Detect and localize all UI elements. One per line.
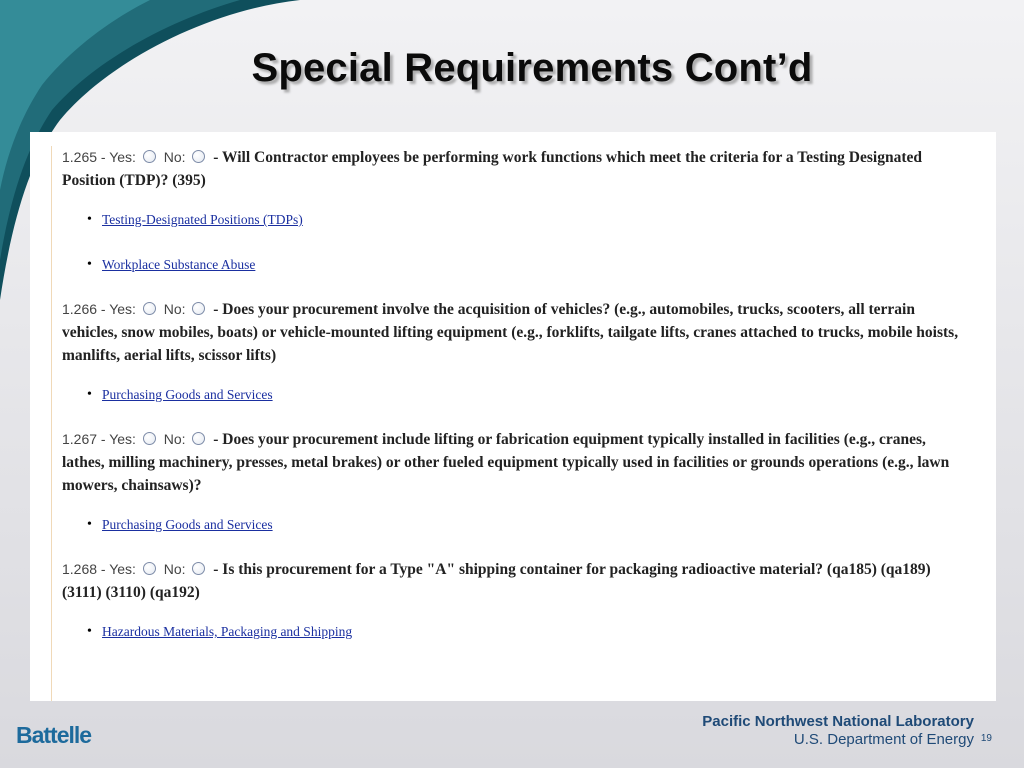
question-1-267 xyxy=(62,428,962,497)
form-screenshot xyxy=(30,132,996,701)
questions-list xyxy=(62,146,962,665)
list-item xyxy=(102,383,962,406)
reference-links xyxy=(62,620,962,643)
link-testing-designated-positions[interactable]: Testing-Designated Positions (TDPs) xyxy=(102,212,303,227)
question-text: - Will Contractor employees be performing work functions which meet the criteria for a Testing Designated Position (TDP)? (395) xyxy=(62,149,923,189)
question-number: 1.267 - Yes: xyxy=(62,431,136,447)
link-purchasing-goods-and-services[interactable]: Purchasing Goods and Services xyxy=(102,517,273,532)
list-item xyxy=(102,208,962,231)
yes-radio[interactable] xyxy=(143,302,156,315)
question-text: - Does your procurement include lifting or fabrication equipment typically installed in facilities (e.g., cranes, lathes, milling machinery, presses, metal brakes) or other fueled equipment typically used in facilities or grounds operations (e.g., lawn mowers, chainsaws)? xyxy=(62,431,950,494)
no-label: No: xyxy=(163,431,186,447)
no-label: No: xyxy=(163,561,186,577)
question-text: - Does your procurement involve the acquisition of vehicles? (e.g., automobiles, trucks, scooters, all terrain vehicles, snow mobiles, boats) or vehicle-mounted lifting equipment (e.g., forklifts, tailgate lifts, cranes attached to trucks, mobile hoists, manlifts, aerial lifts, scissor lifts) xyxy=(62,301,959,364)
yes-radio[interactable] xyxy=(143,150,156,163)
no-radio[interactable] xyxy=(192,302,205,315)
question-text: - Is this procurement for a Type "A" shipping container for packaging radioactive material? (qa185) (qa189) (3111) (3110) (qa192) xyxy=(62,561,931,601)
question-number: 1.268 - Yes: xyxy=(62,561,136,577)
yes-radio[interactable] xyxy=(143,562,156,575)
no-radio[interactable] xyxy=(192,150,205,163)
question-number: 1.265 - Yes: xyxy=(62,149,136,165)
reference-links xyxy=(62,513,962,536)
left-margin-rule xyxy=(51,146,52,701)
list-item xyxy=(102,513,962,536)
slide-title: Special Requirements Cont’d xyxy=(251,46,813,90)
question-1-266 xyxy=(62,298,962,367)
list-item xyxy=(102,253,962,276)
yes-radio[interactable] xyxy=(143,432,156,445)
no-label: No: xyxy=(163,301,186,317)
department-name: U.S. Department of Energy xyxy=(793,731,974,748)
question-number: 1.266 - Yes: xyxy=(62,301,136,317)
reference-links xyxy=(62,383,962,406)
link-purchasing-goods-and-services[interactable]: Purchasing Goods and Services xyxy=(102,387,273,402)
no-radio[interactable] xyxy=(192,432,205,445)
page-number: 19 xyxy=(980,733,992,744)
no-radio[interactable] xyxy=(192,562,205,575)
link-hazardous-materials-packaging-shipping[interactable]: Hazardous Materials, Packaging and Shipping xyxy=(102,624,353,639)
question-1-268 xyxy=(62,558,962,604)
footer-lab-block xyxy=(702,713,974,748)
battelle-logo: Battelle xyxy=(16,722,92,748)
list-item xyxy=(102,620,962,643)
reference-links xyxy=(62,208,962,276)
link-workplace-substance-abuse[interactable]: Workplace Substance Abuse xyxy=(102,257,256,272)
lab-name: Pacific Northwest National Laboratory xyxy=(702,713,974,730)
question-1-265 xyxy=(62,146,962,192)
no-label: No: xyxy=(163,149,186,165)
